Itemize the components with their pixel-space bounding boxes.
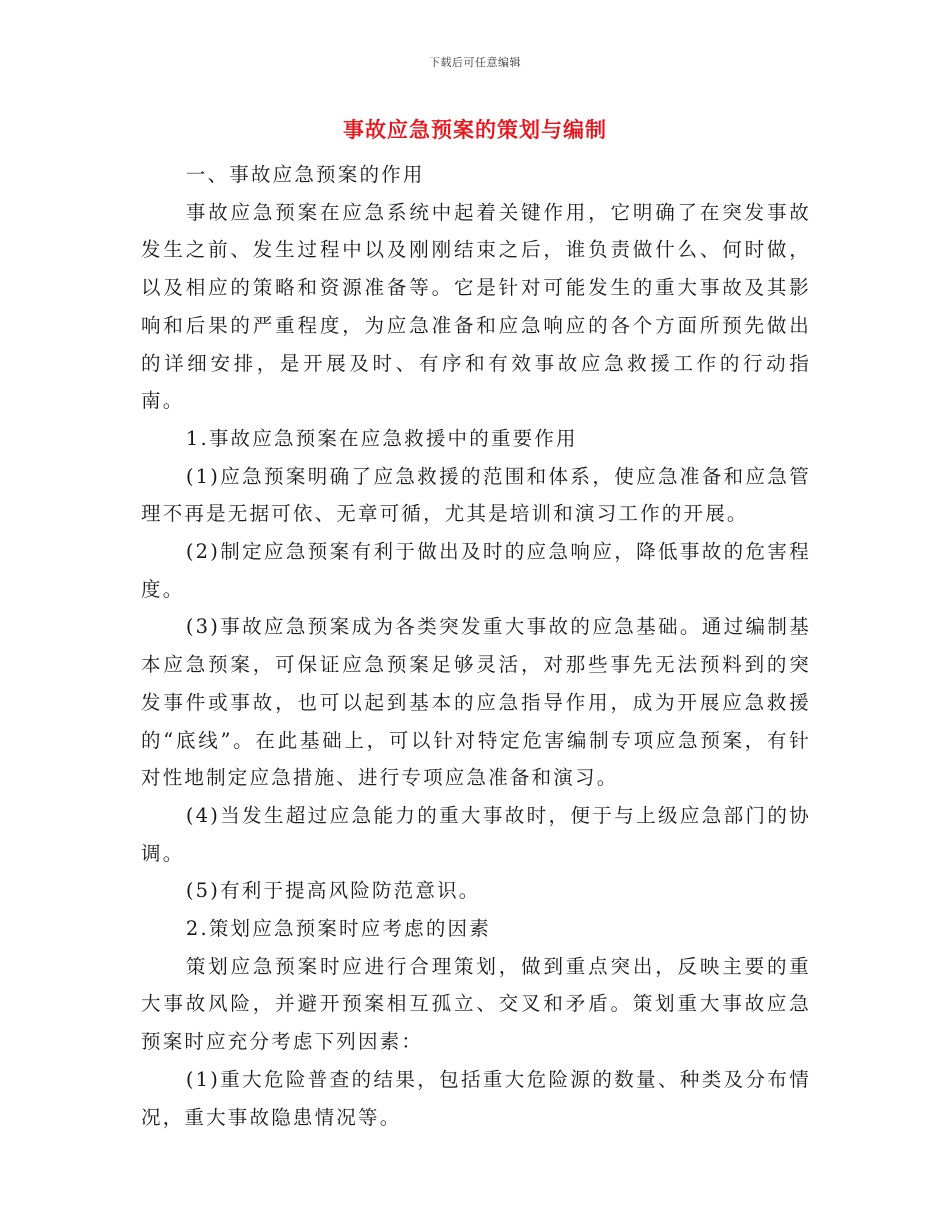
section-heading-1: 一、事故应急预案的作用 xyxy=(185,163,425,186)
list-item: (1)应急预案明确了应急救援的范围和体系，使应急准备和应急管理不再是无据可依、无章可循，尤其是培训和演习工作的开展。 xyxy=(141,464,811,526)
list-item: (3)事故应急预案成为各类突发重大事故的应急基础。通过编制基本应急预案，可保证应急预案足够灵活，对那些事先无法预料到的突发事件或事故，也可以起到基本的应急指导作用，成为开展应急救援的“底线”。在此基础上，可以针对特定危害编制专项应急预案，有针对性地制定应急措施、进行专项应急准备和演习。 xyxy=(141,615,811,790)
subsection-heading-2: 2.策划应急预案时应考虑的因素 xyxy=(185,917,491,941)
list-item: (4)当发生超过应急能力的重大事故时，便于与上级应急部门的协调。 xyxy=(141,803,811,865)
list-item: (2)制定应急预案有利于做出及时的应急响应，降低事故的危害程度。 xyxy=(141,540,811,601)
list-item: (5)有利于提高风险防范意识。 xyxy=(185,879,481,903)
subsection-heading-1: 1.事故应急预案在应急救援中的重要作用 xyxy=(185,426,578,450)
header-note: 下载后可任意编辑 xyxy=(429,56,521,69)
paragraph: 策划应急预案时应进行合理策划，做到重点突出，反映主要的重大事故风险，并避开预案相互孤立、交叉和矛盾。策划重大事故应急预案时应充分考虑下列因素： xyxy=(141,954,811,1054)
document-title: 事故应急预案的策划与编制 xyxy=(343,118,607,142)
paragraph: 事故应急预案在应急系统中起着关键作用，它明确了在突发事故发生之前、发生过程中以及刚刚结束之后，谁负责做什么、何时做，以及相应的策略和资源准备等。它是针对可能发生的重大事故及其影响和后果的严重程度，为应急准备和应急响应的各个方面所预先做出的详细安排，是开展及时、有序和有效事故应急救援工作的行动指南。 xyxy=(141,200,811,413)
list-item: (1)重大危险普查的结果，包括重大危险源的数量、种类及分布情况，重大事故隐患情况等。 xyxy=(141,1067,811,1129)
document-body xyxy=(141,156,811,1136)
